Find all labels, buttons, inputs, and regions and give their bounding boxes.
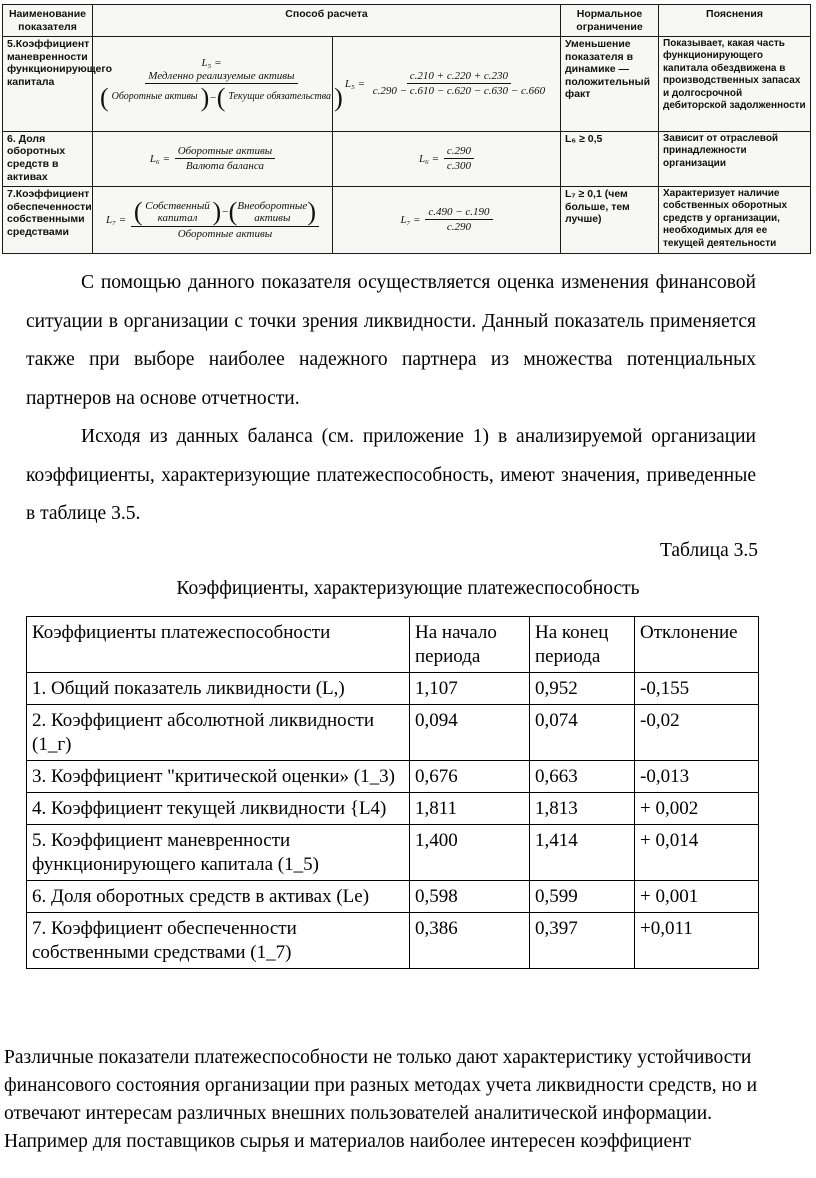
formula-numerator: ( Собственный капитал ) − ( Внеоборотные активы ) [131,199,319,227]
formula-term: Внеоборотные активы [237,199,308,225]
table-row [27,793,759,825]
scan-row-name: 7.Коэффициент обеспеченности собственными средствами [3,186,93,253]
value-start: 0,676 [410,761,530,793]
closing-paragraph: Различные показатели платежеспособности не только дают характеристику устойчивости финансового состояния организации при разных методах учета ликвидности средств, но и отвечают интересам различных внешних пользователей аналитической информации. Например для поставщиков сырья и материалов наиболее интересен коэффициент [4,1047,758,1152]
formula-numerator: Оборотные активы [175,145,275,160]
scan-row-7 [3,186,811,253]
scan-header-notes: Пояснения [659,5,811,37]
formula-denominator: с.290 − с.610 − с.620 − с.630 − с.660 [372,85,546,98]
ratio-name: 5. Коэффициент маневренности функционирующего капитала (1_5) [27,825,410,881]
scan-row-norm: L₇ ≥ 0,1 (чем больше, тем лучше) [561,186,659,253]
paragraph-text: С помощью данного показателя осуществляется оценка изменения финансовой ситуации в организации с точки зрения ликвидности. Данный показатель применяется также при выборе наиболее надежного партнера из множества потенциальных партнеров на основе отчетности. [26,272,756,409]
table-row [27,881,759,913]
scan-row-note: Зависит от отраслевой принадлежности организации [659,131,811,186]
scan-row-note: Показывает, какая часть функционирующего капитала обездвижена в производственных запасах и долгосрочной дебиторской задолженности [659,36,811,131]
scan-header-name: Наименование показателя [3,5,93,37]
value-end: 0,397 [530,913,635,969]
table-row [27,673,759,705]
table-row [27,913,759,969]
value-start: 0,598 [410,881,530,913]
formula-lines [333,131,561,186]
header-cell: На конец периода [530,617,635,673]
scan-row-norm: L₆ ≥ 0,5 [561,131,659,186]
formula-verbal [93,36,343,131]
value-start: 1,400 [410,825,530,881]
value-deviation: + 0,014 [635,825,759,881]
formula-term: Текущие обязательства [228,91,332,103]
formula-operator: − [221,205,229,218]
formula-lhs: L₆ = [149,152,170,165]
formula-numerator: с.490 − с.190 [425,206,492,221]
value-deviation: -0,155 [635,673,759,705]
formula-lhs: L₅ = [344,77,365,90]
solvency-ratios-table [26,616,759,969]
scan-header-method: Способ расчета [93,5,561,37]
table-header-row [27,617,759,673]
scan-row-5 [3,36,811,131]
table-row [27,825,759,881]
value-start: 0,094 [410,705,530,761]
value-deviation: + 0,002 [635,793,759,825]
value-start: 1,811 [410,793,530,825]
value-start: 1,107 [410,673,530,705]
formula-lhs: L₇ = [400,213,421,226]
value-deviation: -0,02 [635,705,759,761]
formula-lines [333,36,561,131]
value-deviation: -0,013 [635,761,759,793]
formula-denominator: с.300 [446,160,471,173]
ratio-name: 1. Общий показатель ликвидности (L,) [27,673,410,705]
scan-row-norm: Уменьшение показателя в динамике — положительный факт [561,36,659,131]
formula-denominator: Валюта баланса [185,160,264,173]
paragraph-text: Исходя из данных баланса (см. приложение 1) в анализируемой организации коэффициенты, характеризующие платежеспособность, имеют значения, приведенные в таблице 3.5. [26,426,756,524]
value-end: 0,952 [530,673,635,705]
formula-fraction [175,145,275,173]
value-end: 0,599 [530,881,635,913]
value-end: 0,663 [530,761,635,793]
scan-row-name: 5.Коэффициент маневренности функционирующего капитала [3,36,93,131]
ratio-name: 6. Доля оборотных средств в активах (Le) [27,881,410,913]
scan-row-6 [3,131,811,186]
formula-lhs: L₆ = [418,152,440,165]
value-end: 0,074 [530,705,635,761]
formula-fraction [97,70,346,112]
value-end: 1,414 [530,825,635,881]
header-cell: На начало периода [410,617,530,673]
table-row [27,705,759,761]
scanned-formula-table [2,4,810,254]
value-deviation: + 0,001 [635,881,759,913]
formula-verbal [93,186,333,253]
value-deviation: +0,011 [635,913,759,969]
header-cell: Коэффициенты платежеспособности [27,617,410,673]
table-caption: Коэффициенты, характеризующие платежеспособность [176,578,640,599]
formula-lhs: L₅ = [201,56,222,69]
paragraph-liquidity-assessment [26,264,756,418]
ratio-name: 3. Коэффициент "критической оценки» (1_3) [27,761,410,793]
paragraph-balance-data [26,418,756,534]
scan-header-row [3,5,811,37]
ratio-name: 4. Коэффициент текущей ликвидности {L4) [27,793,410,825]
formula-operator: − [209,91,217,104]
formula-fraction [370,70,548,98]
formula-fraction [444,145,474,173]
ratio-name: 2. Коэффициент абсолютной ликвидности (1_г) [27,705,410,761]
formula-verbal [93,131,333,186]
formula-numerator: Медленно реализуемые активы [145,70,297,85]
table-number-label: Таблица 3.5 [659,540,758,561]
formula-term: Собственный капитал [145,199,210,225]
formula-fraction [425,206,492,234]
formula-denominator: с.290 [446,221,471,234]
scan-header-norm: Нормальное ограничение [561,5,659,37]
scan-row-note: Характеризует наличие собственных оборотных средств у организации, необходимых для ее текущей деятельности [659,186,811,253]
formula-lhs: L₇ = [106,213,127,226]
formula-term: Оборотные активы [111,91,198,103]
header-cell: Отклонение [635,617,759,673]
value-end: 1,813 [530,793,635,825]
formula-numerator: с.210 + с.220 + с.230 [407,70,511,85]
formula-lines [333,186,561,253]
formula-denominator: Оборотные активы [177,228,273,241]
table-row [27,761,759,793]
value-start: 0,386 [410,913,530,969]
formula-fraction [131,199,319,241]
formula-numerator: с.290 [444,145,474,160]
ratio-name: 7. Коэффициент обеспеченности собственными средствами (1_7) [27,913,410,969]
formula-denominator: ( Оборотные активы ) − ( Текущие обязательства ) [100,83,343,113]
scan-row-name: 6. Доля оборотных средств в активах [3,131,93,186]
